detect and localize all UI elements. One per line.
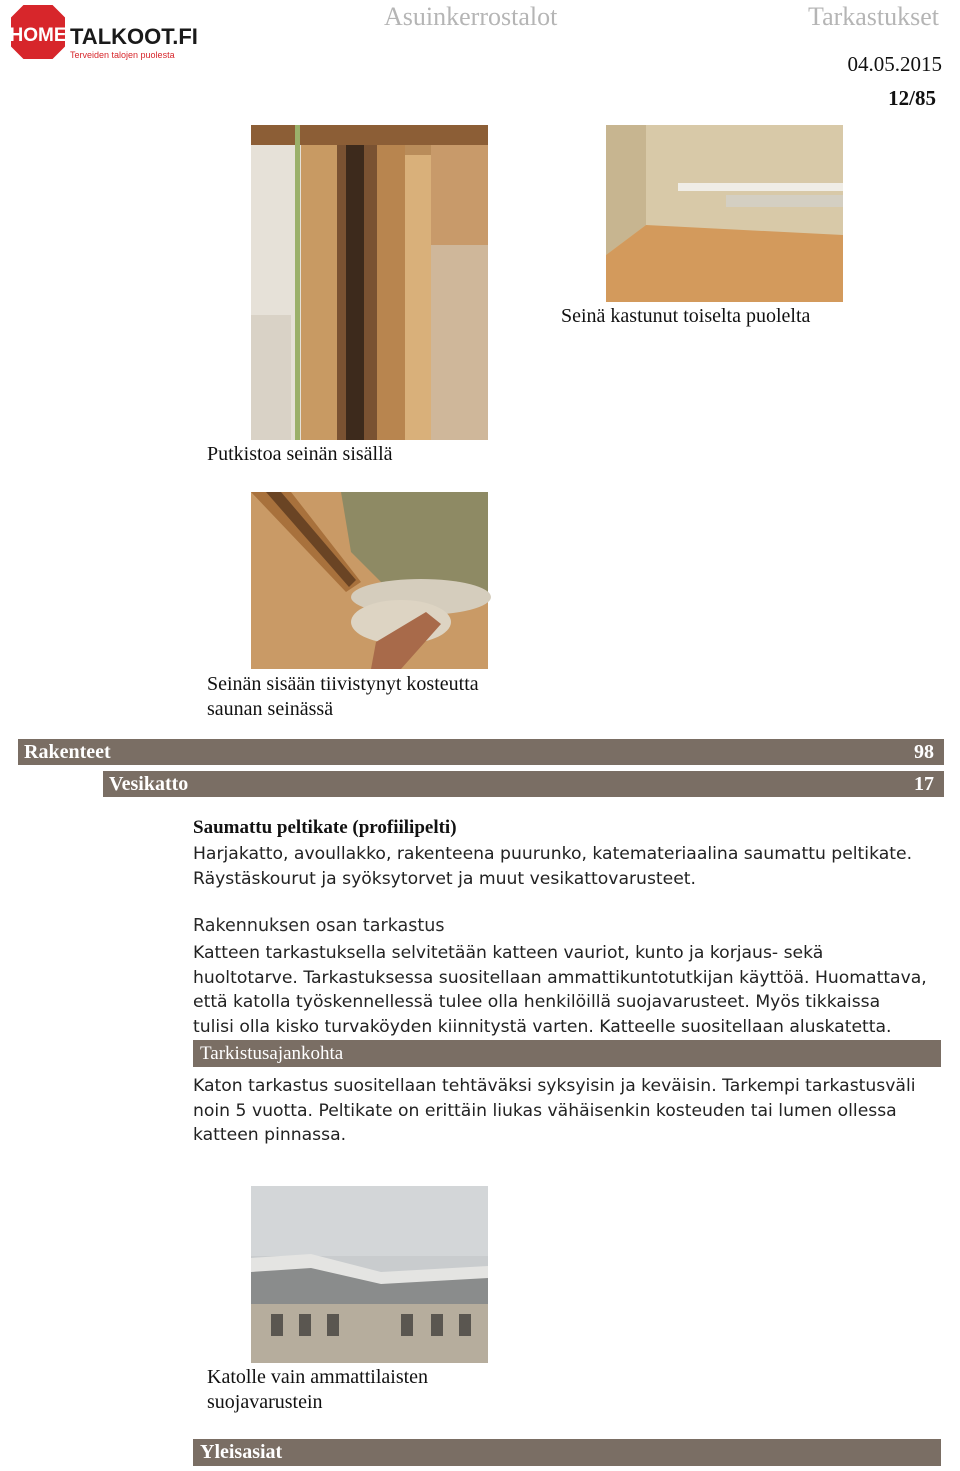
header-date: 04.05.2015 bbox=[847, 52, 942, 76]
text-line: Harjakatto, avoullakko, rakenteena puurunko, katemateriaalina saumattu peltikate. bbox=[193, 844, 913, 864]
photo-sauna-wall-moisture bbox=[251, 492, 488, 669]
section-label: Rakenteet bbox=[24, 740, 111, 763]
text-line: tulisi olla kisko turvaköyden kiinnitystä varten. Katteelle suositellaan aluskatetta. bbox=[193, 1016, 892, 1037]
inspection-text bbox=[193, 941, 927, 1039]
section-label: Yleisasiat bbox=[200, 1441, 283, 1463]
text-line: Katteen tarkastuksella selvitetään katteen vauriot, kunto ja korjaus- sekä bbox=[193, 943, 824, 963]
photo-caption: Seinä kastunut toiselta puolelta bbox=[561, 305, 811, 327]
section-bar-yleisasiat bbox=[193, 1437, 941, 1468]
text-line: huoltotarve. Tarkastuksessa suositellaan ammattikuntotutkijan käyttöä. Huomattava, bbox=[193, 967, 927, 988]
section-number: 17 bbox=[914, 772, 934, 795]
component-description bbox=[193, 842, 912, 891]
photo-wet-wall bbox=[606, 125, 843, 302]
section-bar-vesikatto bbox=[103, 769, 944, 799]
photo-caption: Putkistoa seinän sisällä bbox=[207, 443, 393, 465]
hometalkoot-logo bbox=[6, 2, 198, 66]
logo-home-text: HOME bbox=[9, 25, 67, 46]
text-line: Räystäskourut ja syöksytorvet ja muut vesikattovarusteet. bbox=[193, 868, 696, 889]
component-heading: Saumattu peltikate (profiilipelti) bbox=[193, 817, 457, 838]
timing-bar bbox=[193, 1040, 941, 1067]
section-label: Vesikatto bbox=[109, 772, 189, 795]
text-line: katteen pinnassa. bbox=[193, 1125, 347, 1145]
caption-line: Seinän sisään tiivistynyt kosteutta bbox=[207, 673, 479, 695]
caption-line: suojavarustein bbox=[207, 1391, 323, 1413]
logo-graphic bbox=[6, 2, 198, 66]
photo-caption-roof bbox=[207, 1365, 428, 1415]
caption-line: saunan seinässä bbox=[207, 698, 334, 720]
section-bar-rakenteet bbox=[18, 737, 944, 767]
text-line: noin 5 vuotta. Peltikate on erittäin liukas vähäisenkin kosteuden tai lumen ollessa bbox=[193, 1100, 897, 1121]
inspection-heading: Rakennuksen osan tarkastus bbox=[193, 916, 445, 936]
logo-tagline: Terveiden talojen puolesta bbox=[70, 50, 175, 60]
logo-talkoot-text: TALKOOT.FI bbox=[70, 24, 198, 49]
text-line: että katolla työskennellessä tulee olla henkilöillä suojavarusteet. Myös tikkaissa bbox=[193, 992, 881, 1012]
timing-text bbox=[193, 1074, 916, 1148]
photo-roof bbox=[251, 1186, 488, 1363]
header-title-left: Asuinkerrostalot bbox=[384, 2, 558, 31]
caption-line: Katolle vain ammattilaisten bbox=[207, 1366, 429, 1388]
section-number: 98 bbox=[914, 740, 934, 763]
photo-caption-sauna bbox=[207, 672, 479, 722]
page-number: 12/85 bbox=[888, 86, 936, 110]
text-line: Katon tarkastus suositellaan tehtäväksi syksyisin ja keväisin. Tarkempi tarkastusväli bbox=[193, 1076, 916, 1096]
timing-heading: Tarkistusajankohta bbox=[200, 1042, 344, 1064]
photo-pipes-in-wall bbox=[251, 125, 488, 440]
header-title-right: Tarkastukset bbox=[808, 2, 940, 31]
